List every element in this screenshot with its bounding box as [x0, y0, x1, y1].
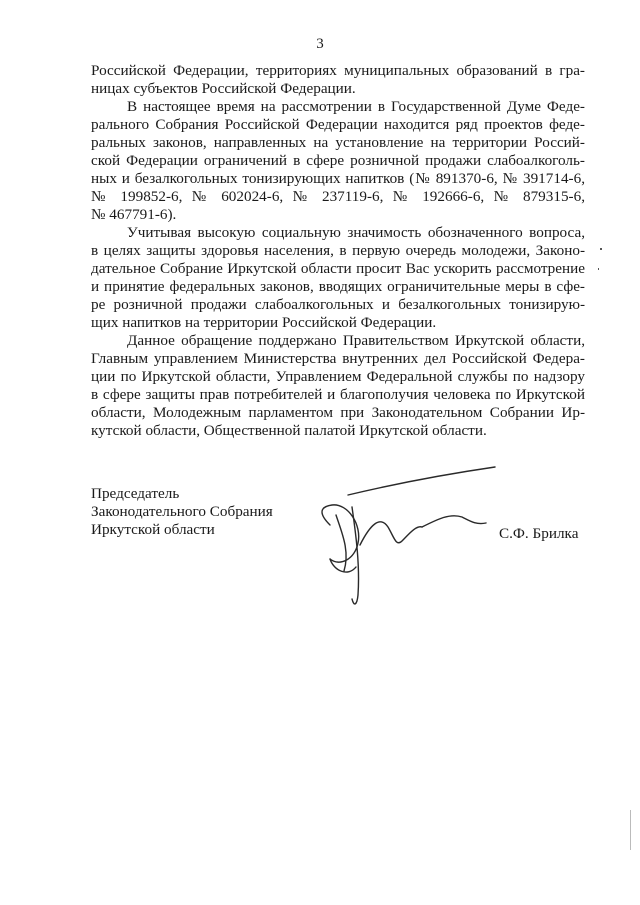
text-line: № 467791-6).	[91, 206, 177, 223]
text-line: дательное Собрание Иркутской области просит Вас ускорить рассмотрение	[91, 260, 585, 277]
text-line: ницах субъектов Российской Федерации.	[91, 80, 356, 97]
scan-speck	[598, 268, 599, 270]
signatory-title-line: Председатель	[91, 485, 180, 502]
text-line: В настоящее время на рассмотрении в Государственной Думе Феде-	[127, 98, 585, 115]
text-line: ской Федерации ограничений в сфере розничной продажи слабоалкоголь-	[91, 152, 585, 169]
text-line: и принятие федеральных законов, вводящих ограничительные меры в сфе-	[91, 278, 585, 295]
text-line: Российской Федерации, территориях муниципальных образований в гра-	[91, 62, 585, 79]
text-line: ре розничной продажи слабоалкогольных и безалкогольных тонизирую-	[91, 296, 585, 313]
scan-speck	[630, 810, 631, 850]
text-line: в целях защиты здоровья населения, в первую очередь молодежи, Законо-	[91, 242, 585, 259]
text-line: Учитывая высокую социальную значимость обозначенного вопроса,	[127, 224, 585, 241]
signatory-title	[91, 485, 273, 539]
text-line: в сфере защиты прав потребителей и благополучия человека по Иркутской	[91, 386, 585, 403]
text-line: кутской области, Общественной палатой Иркутской области.	[91, 422, 487, 439]
signatory-name: С.Ф. Брилка	[499, 525, 579, 542]
signatory-title-line: Иркутской области	[91, 521, 215, 538]
text-line: щих напитков на территории Российской Федерации.	[91, 314, 437, 331]
text-line: ции по Иркутской области, Управлением Федеральной службы по надзору	[91, 368, 585, 385]
scan-speck	[600, 248, 602, 250]
page-number: 3	[316, 36, 324, 52]
signatory-title-line: Законодательного Собрания	[91, 503, 273, 520]
text-line: Данное обращение поддержано Правительством Иркутской области,	[127, 332, 585, 349]
text-line: ральных законов, направленных на установление на территории Россий-	[91, 134, 585, 151]
text-line: области, Молодежным парламентом при Законодательном Собрании Ир-	[91, 404, 585, 421]
text-line: № 199852-6, № 602024-6, № 237119-6, № 192666-6, № 879315-6,	[91, 188, 585, 205]
handwritten-signature	[300, 455, 500, 615]
text-line: ных и безалкогольных тонизирующих напитков (№ 891370-6, № 391714-6,	[91, 170, 585, 187]
text-line: рального Собрания Российской Федерации находится ряд проектов феде-	[91, 116, 585, 133]
text-line: Главным управлением Министерства внутренних дел Российской Федера-	[91, 350, 585, 367]
letter-body	[91, 62, 585, 440]
